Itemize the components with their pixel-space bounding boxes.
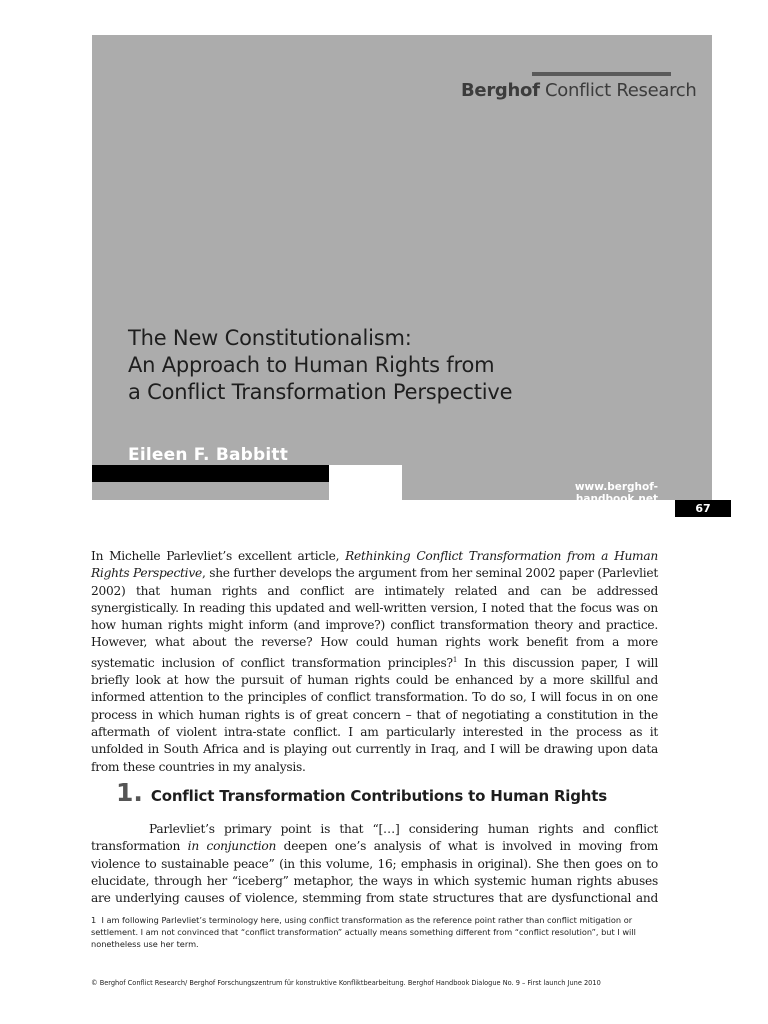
title-line-1: The New Constitutionalism: — [128, 326, 412, 350]
website-link[interactable]: www.berghof-handbook.net — [574, 481, 658, 505]
footnote-marker: 1 — [91, 915, 97, 925]
cited-article-title: Rethinking Conflict Transformation from a Human Rights Perspective — [91, 549, 658, 581]
section-heading — [116, 778, 607, 807]
section-title: Conflict Transformation Contributions to Human Rights — [150, 787, 607, 805]
footnote-text: I am following Parlevliet’s terminology here, using conflict transformation as the reference point rather than conflict mitigation or settlement. I am not convinced that “conflict transformation” actually means something different from “conflict resolution”, but I will nonetheless use her term. — [91, 915, 636, 949]
logo-rule — [532, 72, 671, 76]
page-number: 67 — [675, 500, 731, 517]
section-text-2: deepen one’s analysis of what is involved in moving from violence to sustainable peace” (in this volume, 16; emphasis in original). She then goes on to elucidate, through her “iceberg” metaphor, the ways in which systemic human rights abuses are underlying causes of violence, stemming from state structures that are dysfunctional and — [91, 839, 658, 906]
section-number: 1. — [116, 778, 143, 807]
logo-rest: Conflict Research — [539, 80, 697, 101]
publisher-logo — [461, 80, 697, 101]
section-paragraph — [91, 821, 658, 907]
intro-text-2: , she further develops the argument from her seminal 2002 paper (Parlevliet 2002) that human rights and conflict are intimately related and can be addressed synergistically. In reading this updated and well-written version, I noted that the focus was on how human rights might inform (and improve?) conflict transformation theory and practice. However, what about the reverse? How could human rights work benefit from a more systematic inclusion of conflict transformation principles? — [91, 566, 658, 670]
author-bar — [92, 465, 329, 482]
article-title — [128, 325, 688, 406]
intro-text-3: In this discussion paper, I will briefly look at how the pursuit of human rights could be enhanced by a more skillful and informed attention to the principles of conflict transformation. To do so, I will focus in on one process in which human rights is of great concern – that of negotiating a constitution in the aftermath of violent intra-state conflict. I am particularly interested in the process as it unfolded in South Africa and is playing out currently in Iraq, and I will be drawing upon data from these countries in my analysis. — [91, 655, 658, 774]
section-text-1: Parlevliet’s primary point is that “[…] considering human rights and conflict transformation — [91, 822, 658, 854]
title-line-3: a Conflict Transformation Perspective — [128, 380, 513, 404]
header-band — [92, 35, 712, 500]
page-footer: © Berghof Conflict Research/ Berghof Forschungszentrum für konstruktive Konfliktbearbeitung. Berghof Handbook Dialogue No. 9 – First launch June 2010 — [91, 979, 601, 987]
footnote — [91, 914, 661, 950]
author-name: Eileen F. Babbitt — [128, 445, 289, 465]
emphasis-text: in conjunction — [187, 839, 277, 854]
title-line-2: An Approach to Human Rights from — [128, 353, 495, 377]
intro-text-1: In Michelle Parlevliet’s excellent article, — [91, 549, 346, 563]
header-notch — [329, 465, 402, 500]
intro-paragraph — [91, 548, 658, 776]
logo-bold: Berghof — [461, 80, 540, 101]
footnote-ref[interactable]: 1 — [452, 655, 458, 664]
